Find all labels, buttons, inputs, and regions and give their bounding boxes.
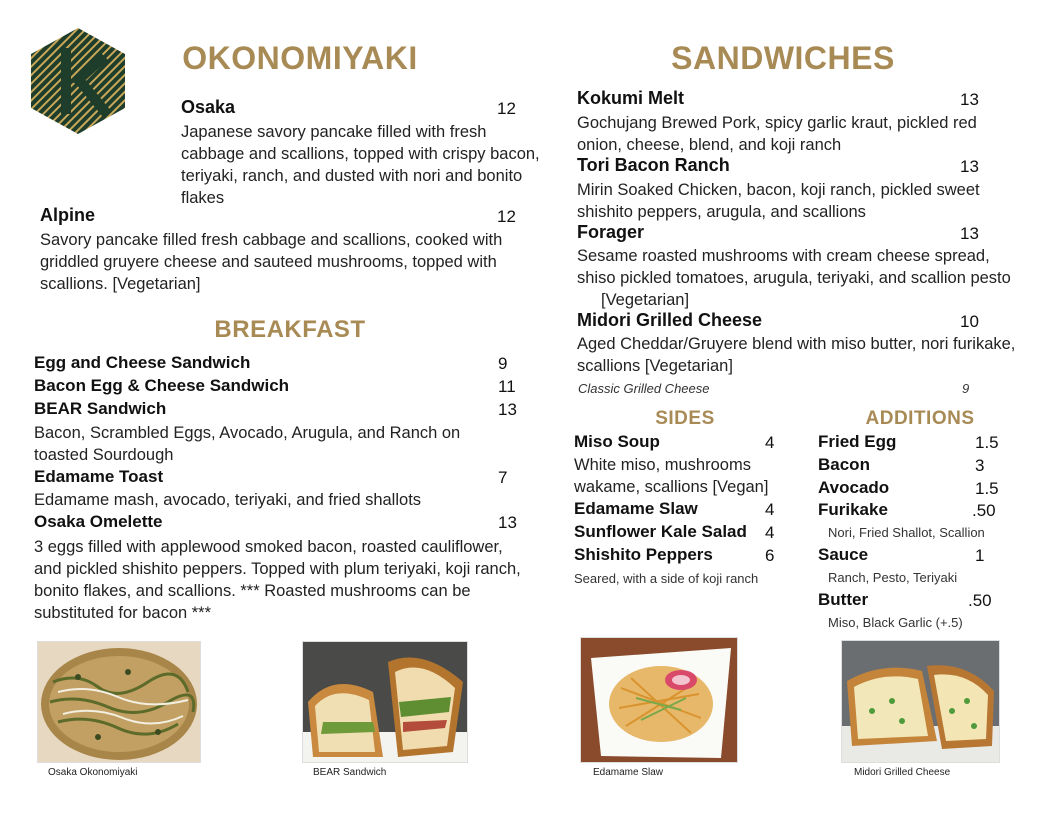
menu-item-desc: Bacon, Scrambled Eggs, Avocado, Arugula, and Ranch on toasted Sourdough (34, 424, 461, 464)
menu-item-name: Midori Grilled Cheese (577, 310, 763, 330)
photo-bear-sandwich (302, 641, 468, 763)
menu-item-name: Furikake (818, 500, 888, 519)
menu-item-price: 11 (498, 377, 516, 396)
menu-item-name: Edamame Toast (34, 467, 164, 486)
menu-item-price: 6 (765, 546, 775, 565)
menu-item-name: Tori Bacon Ranch (577, 155, 730, 175)
menu-item-price: 9 (498, 354, 508, 373)
menu-item-price: 4 (765, 433, 775, 452)
menu-item-name: Osaka (181, 97, 236, 117)
menu-item-note: Ranch, Pesto, Teriyaki (828, 570, 958, 585)
menu-item-price: 1.5 (975, 479, 999, 498)
vegetarian-tag: [Vegetarian] (601, 291, 690, 309)
menu-item-name: Miso Soup (574, 432, 660, 451)
menu-item-price: 12 (497, 207, 516, 226)
menu-item-price: 1 (975, 546, 985, 565)
menu-item-name: Sauce (818, 545, 869, 564)
menu-item-name: Edamame Slaw (574, 499, 698, 518)
brand-logo (28, 26, 128, 136)
menu-item-name: Sunflower Kale Salad (574, 522, 747, 541)
menu-item-desc: Japanese savory pancake filled with fresh cabbage and scallions, topped with crispy bacon, teriyaki, ranch, and dusted with nori and bonito flakes (181, 123, 540, 207)
menu-item-name: Avocado (818, 478, 890, 497)
menu-item-price: 9 (962, 381, 970, 396)
photo-caption: BEAR Sandwich (313, 767, 387, 778)
menu-item-desc: 3 eggs filled with applewood smoked bacon, roasted cauliflower, and pickled shishito peppers. Topped with plum teriyaki, koji ranch, bonito flakes, and scallions. *** Roasted mushrooms can be substituted for bacon *** (34, 538, 521, 622)
menu-item-note: Nori, Fried Shallot, Scallion (828, 525, 985, 540)
menu-item-name: Egg and Cheese Sandwich (34, 353, 251, 372)
photo-midori-grilled-cheese (841, 640, 1000, 763)
photo-caption: Midori Grilled Cheese (854, 767, 951, 778)
menu-item-price: 13 (498, 513, 517, 532)
menu-item-name: Shishito Peppers (574, 545, 713, 564)
menu-item-desc (577, 245, 1017, 311)
menu-item-name: BEAR Sandwich (34, 399, 167, 418)
menu-item-price: 1.5 (975, 433, 999, 452)
menu-item-name: Osaka Omelette (34, 512, 163, 531)
menu-item-desc-text: Sesame roasted mushrooms with cream cheese spread, shiso pickled tomatoes, arugula, teriyaki, and scallion pesto (577, 247, 1011, 287)
menu-item-price: 7 (498, 468, 508, 487)
menu-item-price: 4 (765, 523, 775, 542)
menu-item-note: Miso, Black Garlic (+.5) (828, 615, 963, 630)
photo-edamame-slaw (580, 637, 738, 763)
photo-caption: Edamame Slaw (593, 767, 664, 778)
menu-item-price: .50 (968, 591, 992, 610)
menu-item-price: 13 (498, 400, 517, 419)
menu-item-desc: Aged Cheddar/Gruyere blend with miso butter, nori furikake, scallions [Vegetarian] (577, 335, 1016, 375)
sides-title: SIDES (655, 408, 715, 429)
menu-item-desc: Mirin Soaked Chicken, bacon, koji ranch, pickled sweet shishito peppers, arugula, and scallions (577, 181, 980, 221)
menu-item-price: 4 (765, 500, 775, 519)
menu-item-name: Bacon (818, 455, 870, 474)
menu-item-name: Classic Grilled Cheese (578, 381, 710, 396)
menu-item-name: Fried Egg (818, 432, 897, 451)
menu-item-desc: Savory pancake filled fresh cabbage and scallions, cooked with griddled gruyere cheese and sauteed mushrooms, topped with scallions. [Vegetarian] (40, 231, 503, 293)
menu-item-desc: Gochujang Brewed Pork, spicy garlic kraut, pickled red onion, cheese, blend, and koji ranch (577, 114, 977, 154)
okonomiyaki-title: OKONOMIYAKI (182, 40, 418, 76)
menu-item-name: Kokumi Melt (577, 88, 685, 108)
menu-item-name: Bacon Egg & Cheese Sandwich (34, 376, 290, 395)
additions-title: ADDITIONS (865, 408, 975, 429)
menu-item-price: 13 (960, 157, 979, 176)
menu-item-desc: Seared, with a side of koji ranch (574, 571, 759, 586)
menu-item-price: 13 (960, 90, 979, 109)
menu-item-price: .50 (972, 501, 996, 520)
menu-item-name: Butter (818, 590, 869, 609)
menu-item-price: 3 (975, 456, 985, 475)
menu-item-price: 10 (960, 312, 979, 331)
photo-osaka-okonomiyaki (37, 641, 201, 763)
menu-item-desc: White miso, mushrooms wakame, scallions [Vegan] (574, 456, 769, 496)
photo-caption: Osaka Okonomiyaki (48, 767, 138, 778)
sandwiches-title: SANDWICHES (671, 40, 895, 76)
menu-item-name: Alpine (40, 205, 96, 225)
breakfast-title: BREAKFAST (214, 316, 366, 343)
menu-item-price: 13 (960, 224, 979, 243)
menu-item-price: 12 (497, 99, 516, 118)
menu-item-name: Forager (577, 222, 645, 242)
menu-item-desc: Edamame mash, avocado, teriyaki, and fried shallots (34, 491, 422, 509)
